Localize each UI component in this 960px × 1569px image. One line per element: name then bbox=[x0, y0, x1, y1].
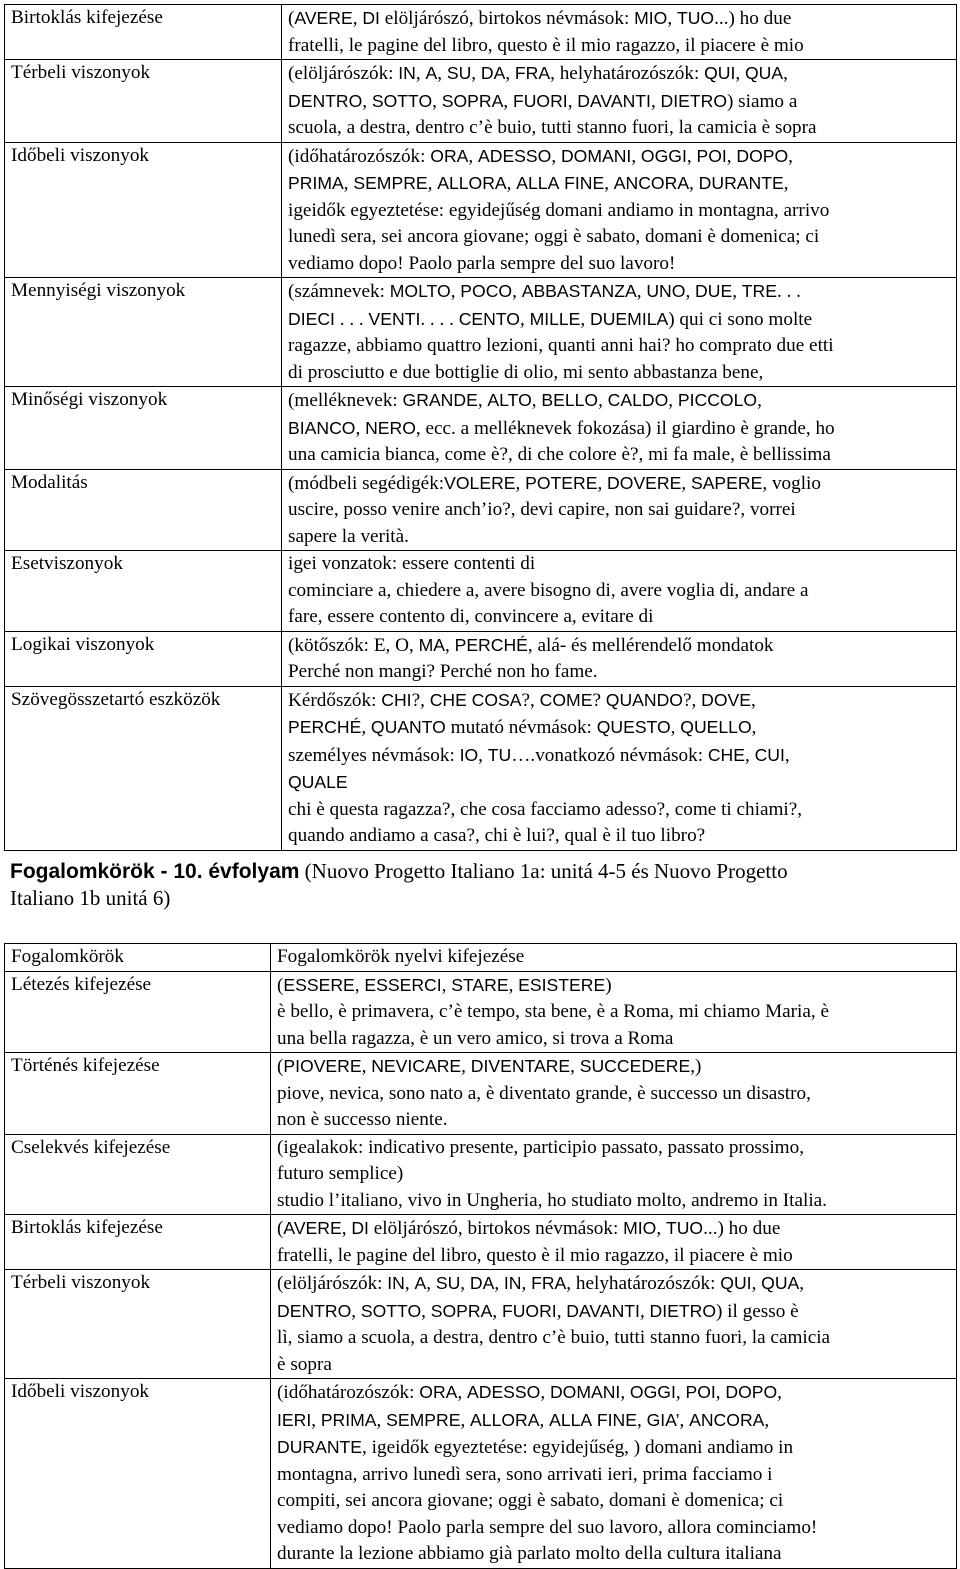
expression-line: DENTRO, SOTTO, SOPRA, FUORI, DAVANTI, DIETRO) siamo a bbox=[288, 90, 798, 112]
expression-line: (elöljárószók: IN, A, SU, DA, FRA, helyhatározószók: QUI, QUA, bbox=[288, 63, 788, 84]
table-row bbox=[5, 631, 957, 686]
expression-line: Perché non mangi? Perché non ho fame. bbox=[288, 661, 598, 682]
concept-expression bbox=[271, 1270, 957, 1379]
concept-label: Térbeli viszonyok bbox=[5, 1270, 271, 1379]
expression-line: studio l’italiano, vivo in Ungheria, ho studiato molto, andremo in Italia. bbox=[277, 1189, 827, 1211]
expression-line: futuro semplice) bbox=[277, 1163, 404, 1184]
expression-line: (időhatározószók: ORA, ADESSO, DOMANI, OGGI, POI, DOPO, bbox=[288, 145, 793, 167]
header-concept: Fogalomkörök bbox=[5, 944, 271, 972]
expression-line: fare, essere contento di, convincere a, evitare di bbox=[288, 606, 654, 627]
expression-line: DENTRO, SOTTO, SOPRA, FUORI, DAVANTI, DIETRO) il gesso è bbox=[277, 1300, 799, 1322]
expression-line: lì, siamo a scuola, a destra, dentro c’è buio, tutti stanno fuori, la camicia bbox=[277, 1327, 831, 1348]
expression-line: scuola, a destra, dentro c’è buio, tutti stanno fuori, la camicia è sopra bbox=[288, 117, 817, 138]
concept-label: Mennyiségi viszonyok bbox=[5, 278, 282, 387]
expression-line: compiti, sei ancora giovane; oggi è sabato, domani è domenica; ci bbox=[277, 1490, 784, 1511]
expression-line: vediamo dopo! Paolo parla sempre del suo lavoro, allora cominciamo! bbox=[277, 1516, 818, 1538]
concept-label: Térbeli viszonyok bbox=[5, 60, 282, 143]
concept-label: Birtoklás kifejezése bbox=[5, 1215, 271, 1270]
concept-label: Létezés kifejezése bbox=[5, 971, 271, 1053]
expression-line: di prosciutto e due bottiglie di olio, mi sento abbastanza bene, bbox=[288, 361, 764, 383]
concept-expression bbox=[282, 142, 957, 278]
expression-line: non è successo niente. bbox=[277, 1109, 448, 1130]
expression-line: (AVERE, DI elöljárószó, birtokos névmások: MIO, TUO...) ho due bbox=[277, 1218, 781, 1239]
table-row bbox=[5, 971, 957, 1053]
concept-expression bbox=[282, 686, 957, 850]
concept-table-1 bbox=[4, 4, 957, 851]
concept-label: Időbeli viszonyok bbox=[5, 142, 282, 278]
concept-expression bbox=[282, 278, 957, 387]
table-row bbox=[5, 60, 957, 143]
expression-line: (elöljárószók: IN, A, SU, DA, IN, FRA, helyhatározószók: QUI, QUA, bbox=[277, 1273, 805, 1294]
expression-line: igei vonzatok: essere contenti di bbox=[288, 553, 536, 574]
expression-line: BIANCO, NERO, ecc. a melléknevek fokozása) il giardino è grande, ho bbox=[288, 417, 835, 439]
section-heading bbox=[10, 858, 950, 912]
concept-label: Esetviszonyok bbox=[5, 551, 282, 632]
concept-expression bbox=[282, 387, 957, 470]
table-row bbox=[5, 686, 957, 850]
table-row bbox=[5, 278, 957, 387]
concept-expression bbox=[282, 60, 957, 143]
concept-expression bbox=[271, 1134, 957, 1215]
concept-expression bbox=[282, 5, 957, 60]
expression-line: személyes névmások: IO, TU….vonatkozó névmások: CHE, CUI, bbox=[288, 744, 790, 766]
concept-expression bbox=[271, 1379, 957, 1569]
table-row bbox=[5, 387, 957, 470]
heading-rest: (Nuovo Progetto Italiano 1a: unitá 4-5 és Nuovo Progetto bbox=[299, 859, 788, 883]
expression-line: montagna, arrivo lunedì sera, sono arrivati ieri, prima facciamo i bbox=[277, 1463, 773, 1485]
expression-line: PRIMA, SEMPRE, ALLORA, ALLA FINE, ANCORA, DURANTE, bbox=[288, 173, 789, 194]
expression-line: è bello, è primavera, c’è tempo, sta bene, è a Roma, mi chiamo Maria, è bbox=[277, 1001, 829, 1022]
concept-expression bbox=[282, 631, 957, 686]
expression-line: (időhatározószók: ORA, ADESSO, DOMANI, OGGI, POI, DOPO, bbox=[277, 1382, 782, 1403]
expression-line: una bella ragazza, è un vero amico, si trova a Roma bbox=[277, 1027, 674, 1049]
table-row bbox=[5, 1215, 957, 1270]
expression-line: piove, nevica, sono nato a, è diventato grande, è successo un disastro, bbox=[277, 1082, 811, 1104]
expression-line: ragazze, abbiamo quattro lezioni, quanti anni hai? ho comprato due etti bbox=[288, 335, 834, 356]
expression-line: lunedì sera, sei ancora giovane; oggi è sabato, domani è domenica; ci bbox=[288, 226, 820, 247]
concept-expression bbox=[271, 971, 957, 1053]
expression-line: (AVERE, DI elöljárószó, birtokos névmások: MIO, TUO...) ho due bbox=[288, 8, 792, 29]
concept-table-2 bbox=[4, 943, 957, 1569]
concept-expression bbox=[282, 469, 957, 551]
expression-line: (módbeli segédigék:VOLERE, POTERE, DOVERE, SAPERE, voglio bbox=[288, 472, 821, 494]
expression-line: IERI, PRIMA, SEMPRE, ALLORA, ALLA FINE, GIA’, ANCORA, bbox=[277, 1409, 770, 1431]
concept-expression bbox=[282, 551, 957, 632]
expression-line: quando andiamo a casa?, chi è lui?, qual è il tuo libro? bbox=[288, 825, 706, 846]
table-header-row bbox=[5, 944, 957, 972]
table-row bbox=[5, 1379, 957, 1569]
table-row bbox=[5, 551, 957, 632]
table-row bbox=[5, 1134, 957, 1215]
expression-line: igeidők egyeztetése: egyidejűség domani andiamo in montagna, arrivo bbox=[288, 199, 830, 221]
expression-line: fratelli, le pagine del libro, questo è il mio ragazzo, il piacere è mio bbox=[277, 1244, 793, 1266]
expression-line: QUALE bbox=[288, 772, 348, 792]
table-row bbox=[5, 1270, 957, 1379]
expression-line: è sopra bbox=[277, 1353, 332, 1375]
concept-label: Cselekvés kifejezése bbox=[5, 1134, 271, 1215]
heading-line2: Italiano 1b unitá 6) bbox=[10, 886, 171, 910]
expression-line: Kérdőszók: CHI?, CHE COSA?, COME? QUANDO?, DOVE, bbox=[288, 689, 756, 711]
table-row bbox=[5, 142, 957, 278]
expression-line: cominciare a, chiedere a, avere bisogno di, avere voglia di, andare a bbox=[288, 579, 809, 601]
expression-line: uscire, posso venire anch’io?, devi capire, non sai guidare?, vorrei bbox=[288, 499, 796, 520]
expression-line: DURANTE, igeidők egyeztetése: egyidejűség, ) domani andiamo in bbox=[277, 1437, 794, 1458]
table-row bbox=[5, 469, 957, 551]
expression-line: una camicia bianca, come è?, di che colore è?, mi fa male, è bellissima bbox=[288, 444, 831, 465]
expression-line: PERCHÉ, QUANTO mutató névmások: QUESTO, QUELLO, bbox=[288, 717, 757, 738]
concept-expression bbox=[271, 1053, 957, 1135]
expression-line: fratelli, le pagine del libro, questo è il mio ragazzo, il piacere è mio bbox=[288, 34, 804, 56]
expression-line: chi è questa ragazza?, che cosa facciamo adesso?, come ti chiami?, bbox=[288, 798, 803, 820]
heading-bold: Fogalomkörök - 10. évfolyam bbox=[10, 860, 300, 883]
table-row bbox=[5, 1053, 957, 1135]
concept-label: Szövegösszetartó eszközök bbox=[5, 686, 282, 850]
expression-line: (kötőszók: E, O, MA, PERCHÉ, alá- és mellérendelő mondatok bbox=[288, 634, 774, 656]
expression-line: (számnevek: MOLTO, POCO, ABBASTANZA, UNO, DUE, TRE. . . bbox=[288, 281, 801, 302]
concept-label: Birtoklás kifejezése bbox=[5, 5, 282, 60]
concept-label: Logikai viszonyok bbox=[5, 631, 282, 686]
expression-line: DIECI . . . VENTI. . . . CENTO, MILLE, DUEMILA) qui ci sono molte bbox=[288, 308, 813, 330]
table-row bbox=[5, 5, 957, 60]
expression-line: (ESSERE, ESSERCI, STARE, ESISTERE) bbox=[277, 974, 612, 996]
header-expression: Fogalomkörök nyelvi kifejezése bbox=[271, 944, 957, 972]
concept-label: Történés kifejezése bbox=[5, 1053, 271, 1135]
concept-label: Időbeli viszonyok bbox=[5, 1379, 271, 1569]
expression-line: durante la lezione abbiamo già parlato molto della cultura italiana bbox=[277, 1543, 782, 1564]
expression-line: (igealakok: indicativo presente, participio passato, passato prossimo, bbox=[277, 1136, 804, 1158]
concept-expression bbox=[271, 1215, 957, 1270]
concept-label: Minőségi viszonyok bbox=[5, 387, 282, 470]
expression-line: sapere la verità. bbox=[288, 525, 409, 547]
expression-line: (melléknevek: GRANDE, ALTO, BELLO, CALDO, PICCOLO, bbox=[288, 390, 762, 411]
expression-line: (PIOVERE, NEVICARE, DIVENTARE, SUCCEDERE,) bbox=[277, 1056, 702, 1077]
expression-line: vediamo dopo! Paolo parla sempre del suo lavoro! bbox=[288, 252, 676, 274]
concept-label: Modalitás bbox=[5, 469, 282, 551]
